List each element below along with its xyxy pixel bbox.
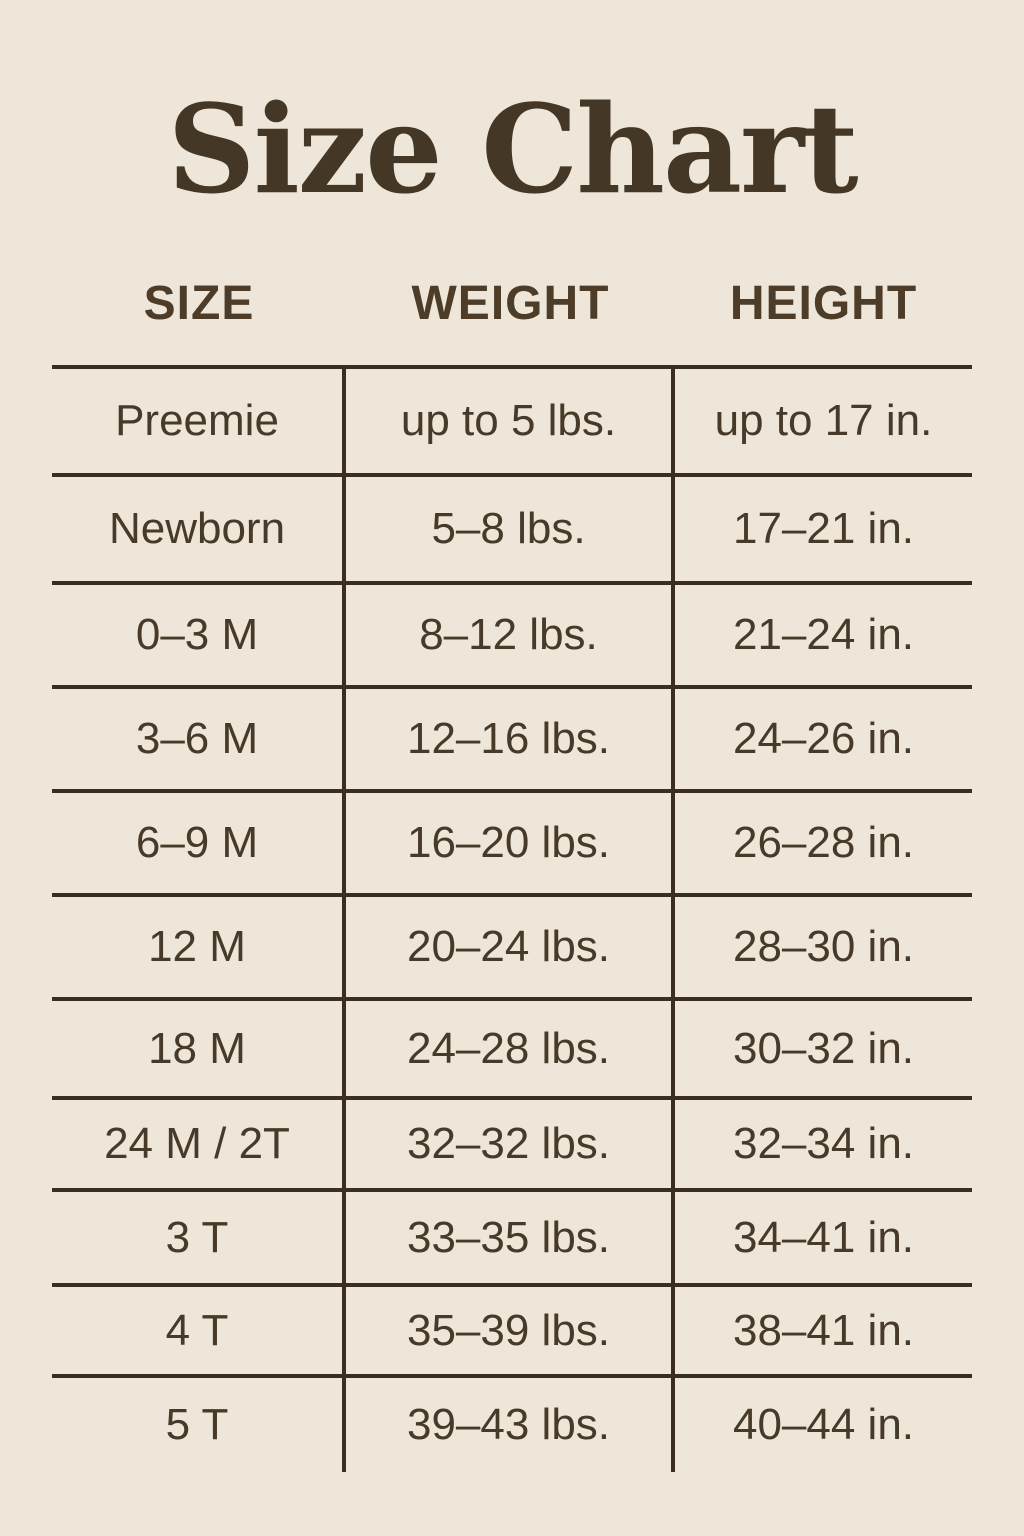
cell-weight: 35–39 lbs. [346,1287,675,1374]
cell-height: 17–21 in. [732,504,915,553]
table-row-4t [52,1287,972,1378]
table-row-preemie [52,369,972,477]
cell-height: 26–28 in. [732,818,915,867]
cell-height: 38–41 in. [732,1305,915,1355]
table-body [52,365,972,1472]
cell-size: Preemie [52,369,346,473]
column-header-size: SIZE [143,277,255,330]
cell-size: 12 M [52,897,346,997]
cell-height: 32–34 in. [732,1119,915,1168]
table-row-3t [52,1192,972,1287]
cell-weight: 39–43 lbs. [346,1378,675,1472]
cell-weight: 33–35 lbs. [346,1192,675,1283]
table-header-row [52,276,972,365]
table-row-3-6m [52,689,972,793]
table-row-newborn [52,477,972,585]
cell-size: 5 T [52,1378,346,1472]
cell-weight: 16–20 lbs. [346,793,675,893]
table-row-0-3m [52,585,972,689]
cell-height: 40–44 in. [732,1400,915,1449]
cell-height: 30–32 in. [732,1023,915,1073]
table-row-6-9m [52,793,972,897]
cell-weight: 20–24 lbs. [346,897,675,997]
cell-height: 34–41 in. [732,1212,915,1262]
cell-size: 24 M / 2T [52,1100,346,1188]
cell-size: 0–3 M [52,585,346,685]
size-table [52,276,972,1472]
page-title: Size Chart [167,77,857,221]
cell-weight: 5–8 lbs. [346,477,675,581]
table-row-5t [52,1378,972,1472]
cell-weight: 32–32 lbs. [346,1100,675,1188]
cell-height: up to 17 in. [714,396,933,445]
cell-weight: 8–12 lbs. [346,585,675,685]
table-row-12m [52,897,972,1001]
column-header-height: HEIGHT [729,277,918,330]
table-row-18m [52,1001,972,1100]
cell-size: 6–9 M [52,793,346,893]
cell-size: 3–6 M [52,689,346,789]
cell-size: 3 T [52,1192,346,1283]
cell-weight: 12–16 lbs. [346,689,675,789]
cell-height: 24–26 in. [732,714,915,763]
column-header-weight: WEIGHT [411,277,610,330]
table-row-24m-2t [52,1100,972,1192]
cell-size: Newborn [52,477,346,581]
cell-height: 21–24 in. [732,610,915,659]
cell-weight: up to 5 lbs. [346,369,675,473]
cell-weight: 24–28 lbs. [346,1001,675,1096]
cell-height: 28–30 in. [732,922,915,971]
cell-size: 18 M [52,1001,346,1096]
cell-size: 4 T [52,1287,346,1374]
